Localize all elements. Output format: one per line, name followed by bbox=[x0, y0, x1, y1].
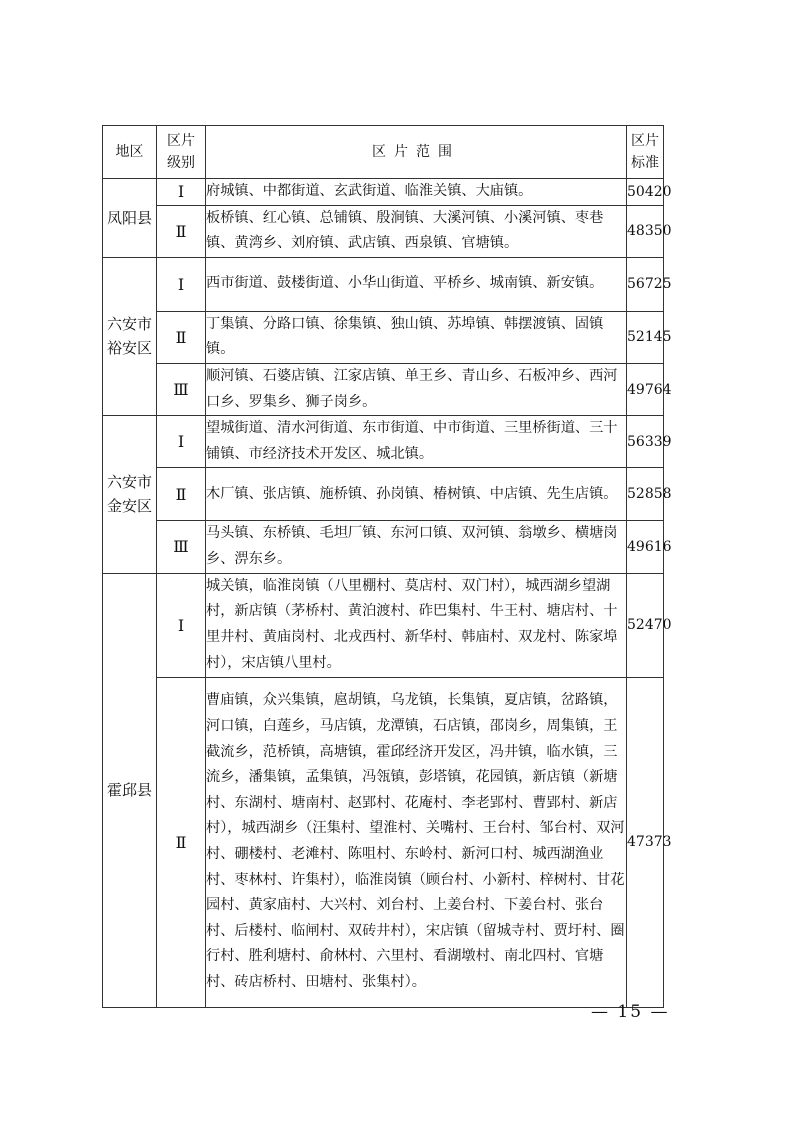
range-cell: 顺河镇、石婆店镇、江家店镇、单王乡、青山乡、石板冲乡、西河口乡、罗集乡、狮子岗乡。 bbox=[206, 363, 627, 415]
table-row bbox=[103, 416, 664, 468]
range-cell: 丁集镇、分路口镇、徐集镇、独山镇、苏埠镇、韩摆渡镇、固镇镇。 bbox=[206, 311, 627, 363]
range-cell: 板桥镇、红心镇、总铺镇、殷涧镇、大溪河镇、小溪河镇、枣巷镇、黄湾乡、刘府镇、武店镇、西泉镇、官塘镇。 bbox=[206, 205, 627, 257]
range-cell: 木厂镇、张店镇、施桥镇、孙岗镇、椿树镇、中店镇、先生店镇。 bbox=[206, 468, 627, 521]
range-cell: 西市街道、鼓楼街道、小华山街道、平桥乡、城南镇、新安镇。 bbox=[206, 257, 627, 311]
county-cell: 六安市裕安区 bbox=[103, 257, 157, 415]
range-cell: 曹庙镇，众兴集镇，扈胡镇，乌龙镇，长集镇，夏店镇，岔路镇，河口镇，白莲乡，马店镇，龙潭镇，石店镇，邵岗乡，周集镇，王截流乡，范桥镇，高塘镇，霍邱经济开发区，冯井镇，临水镇，三流乡，潘集镇，孟集镇，冯瓴镇，彭塔镇，花园镇，新店镇（新塘村、东湖村、塘南村、赵郢村、花庵村、李老郢村、曹郢村、新店村），城西湖乡（汪集村、望淮村、关嘴村、王台村、邹台村、双河村、硼楼村、老滩村、陈咀村、东岭村、新河口村、城西湖渔业村、枣林村、许集村），临淮岗镇（顾台村、小新村、梓树村、甘花园村、黄家庙村、大兴村、刘台村、上姜台村、下姜台村、张台村、后楼村、临闸村、双砖井村），宋店镇（留城寺村、贾圩村、圈行村、胜利塘村、俞林村、六里村、看湖墩村、南北四村、官塘村、砖店桥村、田塘村、张集村）。 bbox=[206, 677, 627, 1007]
level-cell: Ⅲ bbox=[157, 521, 206, 573]
table-row bbox=[103, 677, 664, 1007]
standard-cell: 56725 bbox=[627, 257, 664, 311]
county-cell: 凤阳县 bbox=[103, 179, 157, 258]
level-cell: Ⅰ bbox=[157, 257, 206, 311]
county-cell: 六安市金安区 bbox=[103, 416, 157, 573]
table-row bbox=[103, 363, 664, 415]
level-cell: Ⅰ bbox=[157, 416, 206, 468]
standard-cell: 48350 bbox=[627, 205, 664, 257]
table-row bbox=[103, 573, 664, 677]
table-header-row bbox=[103, 126, 664, 179]
land-price-table bbox=[102, 125, 672, 1008]
standard-cell: 56339 bbox=[627, 416, 664, 468]
level-cell: Ⅱ bbox=[157, 205, 206, 257]
level-cell: Ⅲ bbox=[157, 363, 206, 415]
table-row bbox=[103, 468, 664, 521]
header-range: 区片范围 bbox=[206, 126, 627, 179]
level-cell: Ⅱ bbox=[157, 677, 206, 1007]
table-row bbox=[103, 257, 664, 311]
county-cell: 霍邱县 bbox=[103, 573, 157, 1007]
level-cell: Ⅱ bbox=[157, 468, 206, 521]
range-cell: 马头镇、东桥镇、毛坦厂镇、东河口镇、双河镇、翁墩乡、横塘岗乡、淠东乡。 bbox=[206, 521, 627, 573]
standard-cell: 50420 bbox=[627, 179, 664, 206]
range-cell: 城关镇，临淮岗镇（八里棚村、莫店村、双门村），城西湖乡望湖村，新店镇（茅桥村、黄泊渡村、砟巴集村、牛王村、塘店村、十里井村、黄庙岗村、北戎西村、新华村、韩庙村、双龙村、陈家埠村），宋店镇八里村。 bbox=[206, 573, 627, 677]
standard-cell: 52470 bbox=[627, 573, 664, 677]
standard-cell: 47373 bbox=[627, 677, 664, 1007]
level-cell: Ⅰ bbox=[157, 179, 206, 206]
range-cell: 府城镇、中都街道、玄武街道、临淮关镇、大庙镇。 bbox=[206, 179, 627, 206]
standard-cell: 49616 bbox=[627, 521, 664, 573]
standard-cell: 49764 bbox=[627, 363, 664, 415]
table-row bbox=[103, 521, 664, 573]
header-standard: 区片 标准 bbox=[627, 126, 664, 179]
table-row bbox=[103, 179, 664, 206]
range-cell: 望城街道、清水河街道、东市街道、中市街道、三里桥街道、三十铺镇、市经济技术开发区、城北镇。 bbox=[206, 416, 627, 468]
level-cell: Ⅱ bbox=[157, 311, 206, 363]
level-cell: Ⅰ bbox=[157, 573, 206, 677]
table-row bbox=[103, 205, 664, 257]
standard-cell: 52145 bbox=[627, 311, 664, 363]
page-number: — 15 — bbox=[591, 1002, 670, 1022]
header-level: 区片 级别 bbox=[157, 126, 206, 179]
table-row bbox=[103, 311, 664, 363]
standard-cell: 52858 bbox=[627, 468, 664, 521]
header-region: 地区 bbox=[103, 126, 157, 179]
